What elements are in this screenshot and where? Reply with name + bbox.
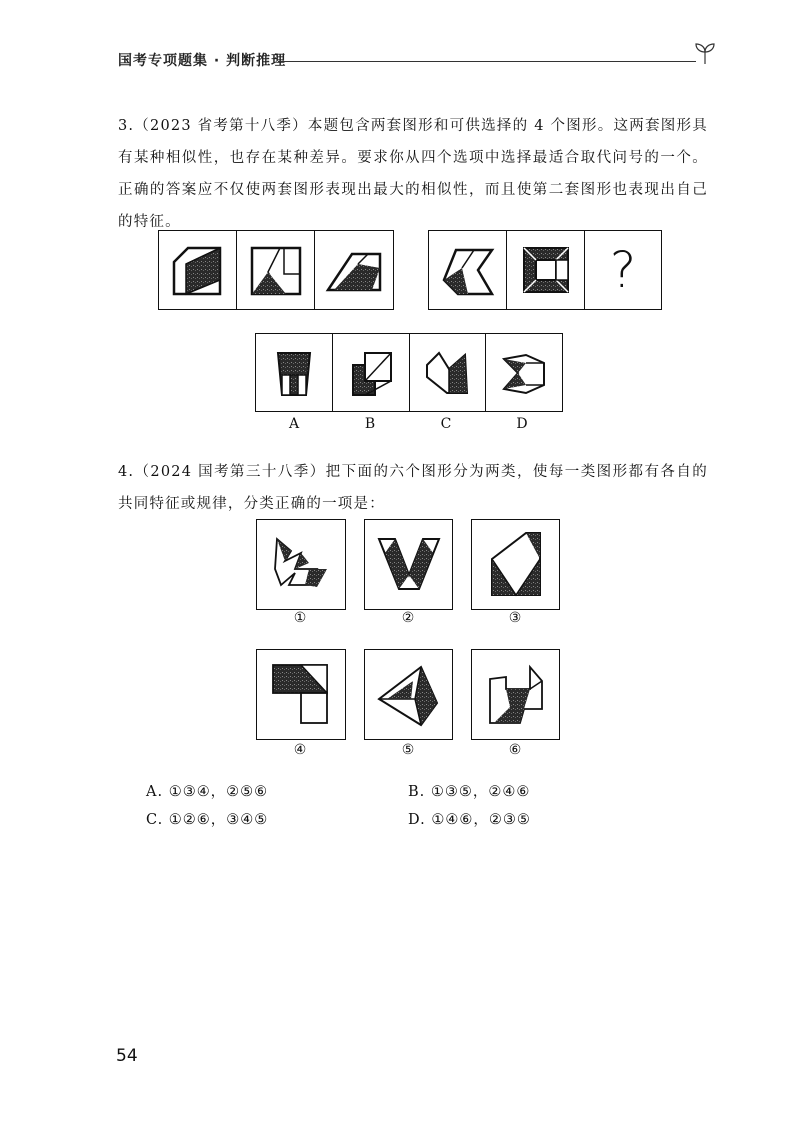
option-label-a: A [288,416,300,432]
q4-figure-1 [256,519,346,610]
q3-set-1 [158,230,394,310]
q4-figure-5 [364,649,453,740]
answer-option-a[interactable]: A. ①③④，②⑤⑥ [146,784,269,800]
q3-option-b[interactable] [333,334,410,411]
q4-figure-2 [364,519,453,610]
q4-label-3: ③ [508,610,522,626]
q3-option-d[interactable] [486,334,562,411]
q4-figure-6 [471,649,560,740]
q3-set1-fig2 [237,231,315,309]
q3-set1-fig1 [159,231,237,309]
question-4-text: 4.（2024 国考第三十八季）把下面的六个图形分为两类，使每一类图形都有各自的共同特征或规律，分类正确的一项是： [118,464,708,512]
q3-set1-fig3 [315,231,392,309]
option-label-d: D [516,416,528,432]
q4-label-6: ⑥ [508,742,522,758]
q3-option-c[interactable] [410,334,487,411]
q3-option-a[interactable] [256,334,333,411]
header-rule [278,61,696,62]
sprout-icon [692,40,718,66]
answer-option-b[interactable]: B. ①③⑤，②④⑥ [408,784,531,800]
question-3-text: 3.（2023 省考第十八季）本题包含两套图形和可供选择的 4 个图形。这两套图形具有某种相似性，也存在某种差异。要求你从四个选项中选择最适合取代问号的一个。正确的答案应不仅使两套图形表现出最大的相似性，而且使第二套图形也表现出自己的特征。 [118,118,708,230]
q4-label-4: ④ [293,742,307,758]
q3-set2-fig2 [507,231,585,309]
option-label-c: C [440,416,452,432]
page-number: 54 [116,1046,138,1066]
q3-options [255,333,563,412]
q4-label-2: ② [401,610,415,626]
question-mark: ? [609,241,637,299]
q3-set2-fig1 [429,231,507,309]
running-header [118,44,718,74]
header-title: 国考专项题集 · 判断推理 [118,53,287,69]
q4-label-1: ① [293,610,307,626]
option-label-b: B [364,416,376,432]
answer-option-c[interactable]: C. ①②⑥，③④⑤ [146,812,269,828]
q4-label-5: ⑤ [401,742,415,758]
q4-figure-3 [471,519,560,610]
answer-option-d[interactable]: D. ①④⑥，②③⑤ [408,812,531,828]
q3-question-cell [585,231,661,309]
q3-set-2 [428,230,662,310]
q4-figure-4 [256,649,346,740]
